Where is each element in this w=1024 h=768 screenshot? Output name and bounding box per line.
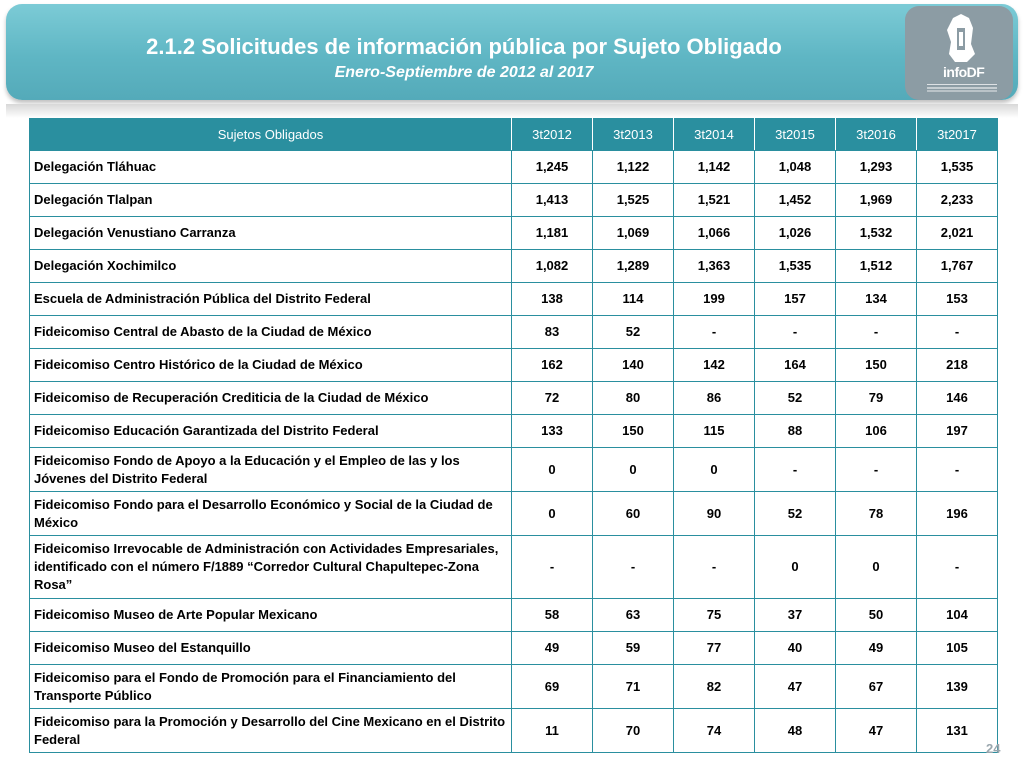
column-header-subject: Sujetos Obligados	[30, 119, 512, 151]
value-cell-3t2015: 47	[755, 665, 836, 709]
value-cell-3t2014: 1,142	[674, 151, 755, 184]
value-cell-3t2012: 1,181	[512, 217, 593, 250]
value-cell-3t2013: 150	[593, 415, 674, 448]
value-cell-3t2012: 83	[512, 316, 593, 349]
subject-name-cell: Fideicomiso para el Fondo de Promoción para el Financiamiento del Transporte Público	[30, 665, 512, 709]
value-cell-3t2017: 131	[917, 709, 998, 753]
value-cell-3t2017: -	[917, 536, 998, 599]
value-cell-3t2015: 88	[755, 415, 836, 448]
subject-name-cell: Fideicomiso para la Promoción y Desarrollo del Cine Mexicano en el Distrito Federal	[30, 709, 512, 753]
value-cell-3t2016: 79	[836, 382, 917, 415]
value-cell-3t2013: 52	[593, 316, 674, 349]
column-header-3t2012: 3t2012	[512, 119, 593, 151]
subject-name-cell: Delegación Tláhuac	[30, 151, 512, 184]
table-row	[30, 448, 998, 492]
page-number: 24	[986, 741, 1001, 756]
table-row	[30, 492, 998, 536]
value-cell-3t2013: 80	[593, 382, 674, 415]
value-cell-3t2012: 11	[512, 709, 593, 753]
value-cell-3t2015: 157	[755, 283, 836, 316]
value-cell-3t2015: 164	[755, 349, 836, 382]
value-cell-3t2017: 146	[917, 382, 998, 415]
value-cell-3t2013: 0	[593, 448, 674, 492]
value-cell-3t2016: 0	[836, 536, 917, 599]
table-row	[30, 349, 998, 382]
value-cell-3t2013: 1,122	[593, 151, 674, 184]
value-cell-3t2014: -	[674, 316, 755, 349]
value-cell-3t2016: -	[836, 448, 917, 492]
value-cell-3t2015: 1,535	[755, 250, 836, 283]
value-cell-3t2016: 50	[836, 599, 917, 632]
value-cell-3t2014: 115	[674, 415, 755, 448]
logo-caption-lines	[927, 84, 997, 86]
value-cell-3t2012: 69	[512, 665, 593, 709]
value-cell-3t2017: 218	[917, 349, 998, 382]
table-body	[30, 151, 998, 753]
table-row	[30, 283, 998, 316]
value-cell-3t2012: 0	[512, 492, 593, 536]
value-cell-3t2013: 71	[593, 665, 674, 709]
value-cell-3t2016: -	[836, 316, 917, 349]
value-cell-3t2016: 106	[836, 415, 917, 448]
value-cell-3t2012: -	[512, 536, 593, 599]
column-header-3t2014: 3t2014	[674, 119, 755, 151]
value-cell-3t2014: -	[674, 536, 755, 599]
subject-name-cell: Fideicomiso Fondo para el Desarrollo Económico y Social de la Ciudad de México	[30, 492, 512, 536]
value-cell-3t2017: 1,767	[917, 250, 998, 283]
value-cell-3t2012: 1,245	[512, 151, 593, 184]
value-cell-3t2012: 72	[512, 382, 593, 415]
value-cell-3t2017: -	[917, 448, 998, 492]
value-cell-3t2015: 37	[755, 599, 836, 632]
value-cell-3t2015: 48	[755, 709, 836, 753]
value-cell-3t2016: 47	[836, 709, 917, 753]
subject-name-cell: Fideicomiso Educación Garantizada del Distrito Federal	[30, 415, 512, 448]
column-header-3t2017: 3t2017	[917, 119, 998, 151]
value-cell-3t2017: -	[917, 316, 998, 349]
value-cell-3t2015: 1,026	[755, 217, 836, 250]
table-row	[30, 632, 998, 665]
subject-name-cell: Escuela de Administración Pública del Distrito Federal	[30, 283, 512, 316]
subject-name-cell: Delegación Venustiano Carranza	[30, 217, 512, 250]
subject-name-cell: Fideicomiso de Recuperación Crediticia de la Ciudad de México	[30, 382, 512, 415]
table-row	[30, 217, 998, 250]
subject-name-cell: Fideicomiso Central de Abasto de la Ciudad de México	[30, 316, 512, 349]
value-cell-3t2014: 0	[674, 448, 755, 492]
value-cell-3t2016: 67	[836, 665, 917, 709]
subject-name-cell: Fideicomiso Fondo de Apoyo a la Educación y el Empleo de las y los Jóvenes del Distrito Federal	[30, 448, 512, 492]
value-cell-3t2013: 1,289	[593, 250, 674, 283]
value-cell-3t2013: 59	[593, 632, 674, 665]
value-cell-3t2016: 134	[836, 283, 917, 316]
value-cell-3t2015: 0	[755, 536, 836, 599]
table-row	[30, 709, 998, 753]
banner-shadow	[6, 104, 1018, 118]
table-row	[30, 184, 998, 217]
column-header-3t2013: 3t2013	[593, 119, 674, 151]
value-cell-3t2014: 77	[674, 632, 755, 665]
table-header-row	[30, 119, 998, 151]
value-cell-3t2017: 104	[917, 599, 998, 632]
value-cell-3t2017: 196	[917, 492, 998, 536]
value-cell-3t2015: -	[755, 448, 836, 492]
logo-text: infoDF	[943, 64, 985, 80]
value-cell-3t2014: 1,363	[674, 250, 755, 283]
table-row	[30, 316, 998, 349]
value-cell-3t2016: 1,293	[836, 151, 917, 184]
value-cell-3t2012: 1,082	[512, 250, 593, 283]
value-cell-3t2014: 82	[674, 665, 755, 709]
value-cell-3t2013: 70	[593, 709, 674, 753]
table-row	[30, 415, 998, 448]
table-row	[30, 382, 998, 415]
infodf-logo	[905, 6, 1013, 100]
value-cell-3t2015: 40	[755, 632, 836, 665]
value-cell-3t2014: 1,066	[674, 217, 755, 250]
value-cell-3t2014: 199	[674, 283, 755, 316]
title-banner	[6, 4, 1018, 100]
column-header-3t2016: 3t2016	[836, 119, 917, 151]
value-cell-3t2015: 52	[755, 382, 836, 415]
column-header-3t2015: 3t2015	[755, 119, 836, 151]
value-cell-3t2014: 142	[674, 349, 755, 382]
value-cell-3t2014: 90	[674, 492, 755, 536]
subject-name-cell: Delegación Tlalpan	[30, 184, 512, 217]
value-cell-3t2012: 133	[512, 415, 593, 448]
subject-name-cell: Delegación Xochimilco	[30, 250, 512, 283]
value-cell-3t2012: 58	[512, 599, 593, 632]
value-cell-3t2012: 138	[512, 283, 593, 316]
subject-name-cell: Fideicomiso Museo del Estanquillo	[30, 632, 512, 665]
subject-name-cell: Fideicomiso Museo de Arte Popular Mexicano	[30, 599, 512, 632]
value-cell-3t2016: 150	[836, 349, 917, 382]
value-cell-3t2016: 49	[836, 632, 917, 665]
page-subtitle: Enero-Septiembre de 2012 al 2017	[334, 64, 594, 81]
value-cell-3t2017: 153	[917, 283, 998, 316]
value-cell-3t2012: 1,413	[512, 184, 593, 217]
table-row	[30, 250, 998, 283]
table-row	[30, 151, 998, 184]
value-cell-3t2017: 197	[917, 415, 998, 448]
value-cell-3t2017: 2,021	[917, 217, 998, 250]
table-row	[30, 665, 998, 709]
page-title: 2.1.2 Solicitudes de información pública por Sujeto Obligado	[146, 34, 782, 59]
data-table	[29, 118, 998, 753]
value-cell-3t2017: 105	[917, 632, 998, 665]
table-row	[30, 536, 998, 599]
value-cell-3t2013: 60	[593, 492, 674, 536]
value-cell-3t2016: 1,969	[836, 184, 917, 217]
value-cell-3t2014: 75	[674, 599, 755, 632]
value-cell-3t2015: 1,048	[755, 151, 836, 184]
value-cell-3t2014: 74	[674, 709, 755, 753]
value-cell-3t2014: 1,521	[674, 184, 755, 217]
value-cell-3t2016: 78	[836, 492, 917, 536]
value-cell-3t2013: 140	[593, 349, 674, 382]
value-cell-3t2012: 162	[512, 349, 593, 382]
value-cell-3t2017: 1,535	[917, 151, 998, 184]
subject-name-cell: Fideicomiso Centro Histórico de la Ciudad de México	[30, 349, 512, 382]
value-cell-3t2014: 86	[674, 382, 755, 415]
value-cell-3t2016: 1,532	[836, 217, 917, 250]
value-cell-3t2017: 2,233	[917, 184, 998, 217]
value-cell-3t2013: 1,525	[593, 184, 674, 217]
value-cell-3t2015: -	[755, 316, 836, 349]
value-cell-3t2015: 1,452	[755, 184, 836, 217]
value-cell-3t2017: 139	[917, 665, 998, 709]
subject-name-cell: Fideicomiso Irrevocable de Administración con Actividades Empresariales, identificado con el número F/1889 “Corredor Cultural Chapultepec-Zona Rosa”	[30, 536, 512, 599]
value-cell-3t2013: 114	[593, 283, 674, 316]
value-cell-3t2012: 0	[512, 448, 593, 492]
value-cell-3t2013: 1,069	[593, 217, 674, 250]
table-row	[30, 599, 998, 632]
city-emblem-icon	[945, 14, 977, 64]
value-cell-3t2013: -	[593, 536, 674, 599]
value-cell-3t2012: 49	[512, 632, 593, 665]
value-cell-3t2016: 1,512	[836, 250, 917, 283]
value-cell-3t2015: 52	[755, 492, 836, 536]
value-cell-3t2013: 63	[593, 599, 674, 632]
